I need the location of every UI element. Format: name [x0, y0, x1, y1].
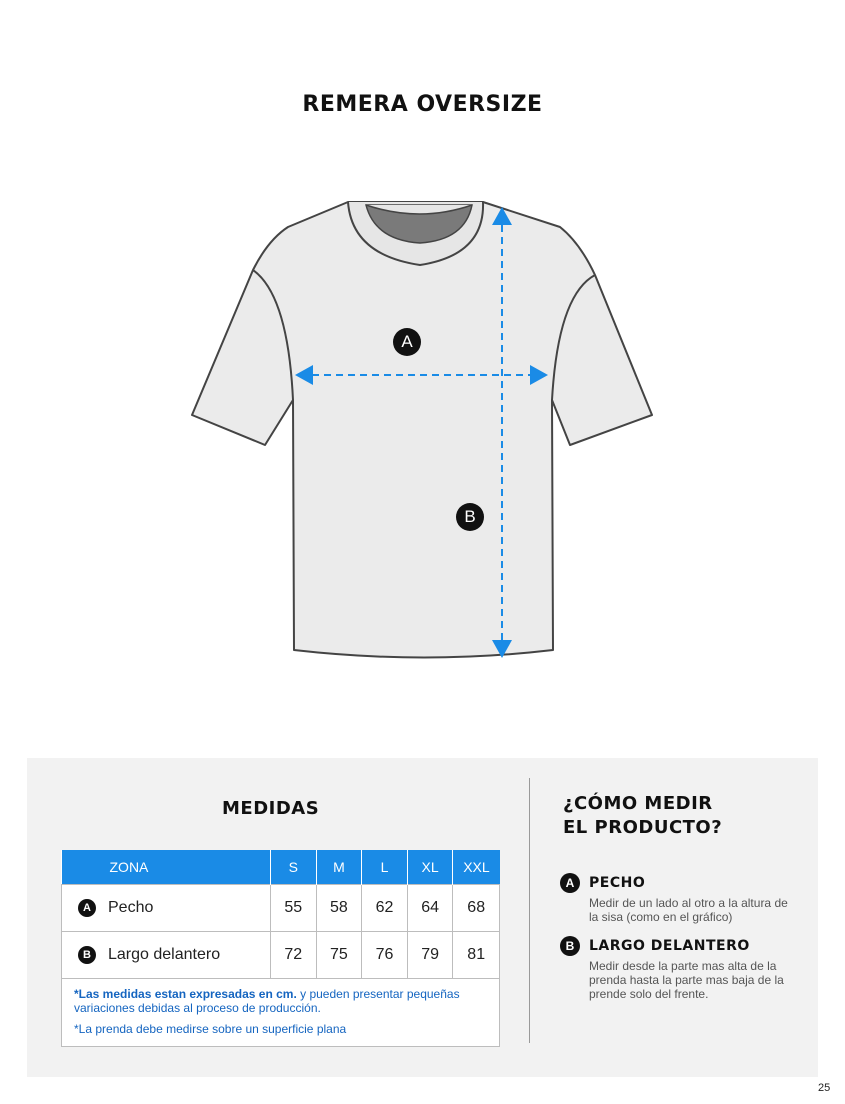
howto-item-title: LARGO DELANTERO — [589, 938, 750, 954]
table-header-row — [62, 850, 500, 885]
note-units — [74, 987, 487, 1015]
size-value: 75 — [316, 932, 362, 979]
howto-item-description: Medir desde la parte mas alta de la prenda hasta la parte mas baja de la prende solo del frente. — [589, 959, 784, 1001]
size-value: 79 — [407, 932, 453, 979]
table-notes-row — [62, 979, 500, 1047]
howto-marker-b: B — [560, 936, 580, 956]
howto-title-line2: EL PRODUCTO? — [563, 817, 723, 838]
howto-item-title: PECHO — [589, 875, 646, 891]
page-number: 25 — [818, 1082, 831, 1094]
tshirt-diagram — [180, 195, 670, 670]
tshirt-illustration — [180, 195, 670, 670]
zone-cell — [62, 885, 271, 932]
note-units-bold: *Las medidas estan expresadas en cm. — [74, 987, 297, 1001]
howto-item-pecho — [560, 873, 800, 924]
zone-cell — [62, 932, 271, 979]
table-row — [62, 885, 500, 932]
size-value: 72 — [271, 932, 317, 979]
row-marker-a: A — [78, 899, 96, 917]
row-marker-b: B — [78, 946, 96, 964]
measures-title: MEDIDAS — [222, 798, 320, 819]
size-value: 81 — [453, 932, 500, 979]
column-header-xxl: XXL — [453, 850, 500, 885]
note-surface: *La prenda debe medirse sobre un superficie plana — [74, 1022, 347, 1036]
howto-title — [563, 792, 722, 840]
howto-item-description: Medir de un lado al otro a la altura de la sisa (como en el gráfico) — [589, 896, 788, 924]
howto-item-largo — [560, 936, 800, 1001]
tshirt-body — [192, 202, 652, 658]
marker-a: A — [393, 328, 421, 356]
size-value: 62 — [362, 885, 408, 932]
size-table — [61, 850, 500, 1047]
note-units-rest: y pueden presentar pequeñas variaciones debidas al proceso de producción. — [74, 987, 460, 1015]
table-notes — [62, 979, 500, 1047]
column-header-s: S — [271, 850, 317, 885]
panel-divider — [529, 778, 530, 1043]
size-value: 68 — [453, 885, 500, 932]
howto-title-line1: ¿CÓMO MEDIR — [563, 793, 713, 814]
column-header-m: M — [316, 850, 362, 885]
size-value: 58 — [316, 885, 362, 932]
size-value: 76 — [362, 932, 408, 979]
table-row — [62, 932, 500, 979]
column-header-l: L — [362, 850, 408, 885]
howto-marker-a: A — [560, 873, 580, 893]
column-header-zona: ZONA — [62, 850, 271, 885]
page-title: REMERA OVERSIZE — [302, 92, 543, 117]
zone-label: Pecho — [108, 898, 154, 916]
column-header-xl: XL — [407, 850, 453, 885]
size-value: 64 — [407, 885, 453, 932]
marker-b: B — [456, 503, 484, 531]
zone-label: Largo delantero — [108, 945, 221, 963]
size-value: 55 — [271, 885, 317, 932]
